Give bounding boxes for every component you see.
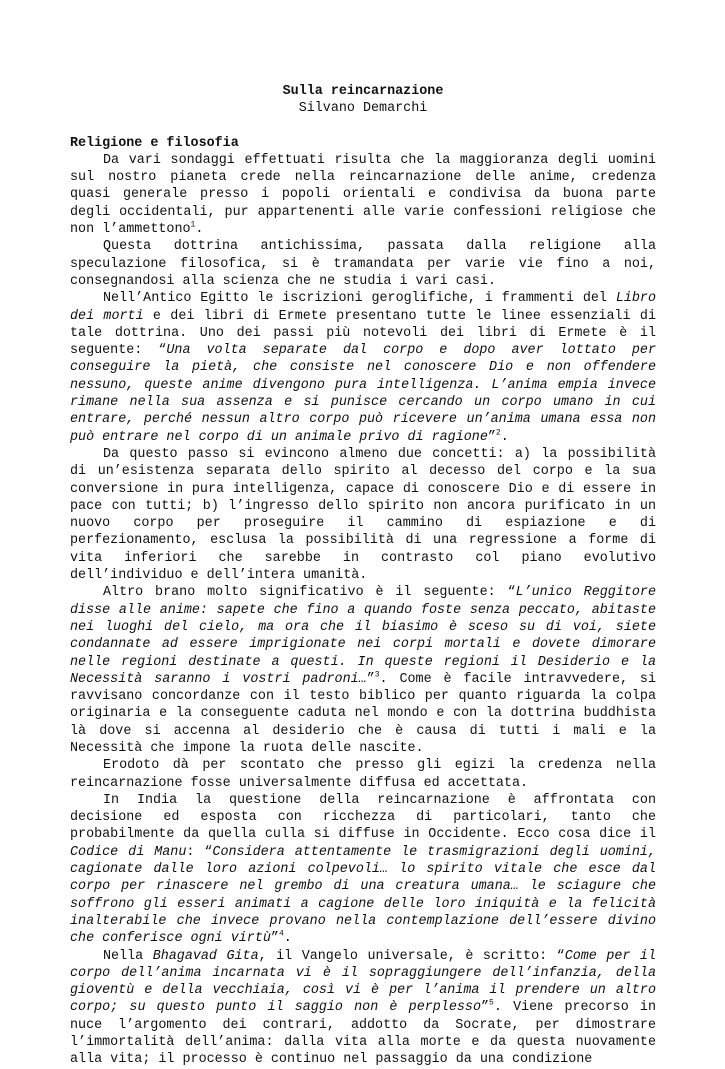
paragraph (70, 238, 656, 290)
text-run: Nell’Antico Egitto le iscrizioni geroglifiche, i frammenti del (103, 291, 616, 307)
text-run: ” (270, 931, 279, 947)
text-run: ” (366, 671, 375, 687)
text-run: . (500, 429, 509, 445)
paragraph (70, 757, 656, 792)
text-run: : “ (186, 844, 213, 860)
footnote-marker: 1 (190, 220, 196, 230)
footnote-marker: 5 (489, 998, 494, 1008)
italic-text: Una volta separate dal corpo e dopo aver lottato per conseguire la pietà, che consiste nel conoscere Dio e non offendere nessuno, queste anime divengono pura intelligenza. L’anima empia invece rimane nella sua assenza e si punisce cercando un corpo umano in cui entrare, perché nessun altro corpo può ricevere un’anima umana essa non può entrare nel corpo di un animale privo di ragione (70, 343, 656, 445)
footnote-marker: 4 (278, 929, 284, 939)
text-run: ” (487, 429, 496, 445)
text-run: Erodoto dà per scontato che presso gli egizi la credenza nella reincarnazione fosse universalmente diffusa ed accettata. (70, 758, 656, 791)
text-run: Da vari sondaggi effettuati risulta che la maggioranza degli uomini sul nostro pianeta crede nella reincarnazione delle anime, credenza quasi generale presso i popoli orientali e condivisa da buona parte degli occidentali, pur appartenenti alle varie confessioni religiose che non l’ammettono (70, 152, 656, 238)
text-run: e dei libri di Ermete presentano tutte le linee essenziali di tale dottrina. Uno dei passi più notevoli dei libri di Ermete è il seguente: “ (70, 308, 656, 359)
italic-text: Libro dei morti (70, 291, 656, 324)
document-page (70, 83, 656, 1069)
footnote-marker: 3 (374, 670, 380, 680)
section-heading: Religione e filosofia (70, 135, 239, 151)
paragraph (70, 948, 656, 1069)
paragraph (70, 792, 656, 948)
text-run: . Viene precorso in nuce l’argomento dei contrari, addotto da Socrate, per dimostrare l’immortalità dell’anima: dalla vita alla morte e da questa nuovamente alla vita; il processo è continuo nel passaggio da una condizione (70, 1000, 656, 1068)
text-run: Altro brano molto significativo è il seguente: “ (103, 585, 516, 601)
footnote-marker: 2 (495, 428, 501, 438)
text-run: ” (480, 1000, 490, 1016)
paragraph (70, 446, 656, 584)
italic-text: Considera attentamente le trasmigrazioni degli uomini, cagionate dalle loro azioni colpevoli… lo spirito vitale che esce dal corpo per rinascere nel grembo di una creatura umana… le sciagure che soffrono gli esseri animati a cagione delle loro iniquità e la felicità inalterabile che invece provano nella contemplazione dell’essere divino che conferisce ogni virtù (70, 844, 657, 947)
italic-text: L’unico Reggitore disse alle anime: sapete che fino a quando foste senza peccato, abitaste nei luoghi del cielo, ma ora che il biasimo è sceso su di voi, siete condannate ad essere imprigionate nei corpi mortali e dovete dimorare nelle regioni destinate a questi. In queste regioni il Desiderio e la Necessità saranno i vostri padroni… (70, 585, 657, 687)
text-run: Nella (103, 948, 153, 964)
text-run: . (195, 222, 204, 238)
paragraph (70, 584, 656, 757)
text-run: . Come è facile intravvedere, si ravvisano concordanze con il testo biblico per quanto riguarda la colpa originaria e la conseguente caduta nel mondo e con la dottrina buddhista là dove si accenna al desiderio che è causa di tutti i mali e la Necessità che impone la ruota delle nascite. (70, 671, 656, 756)
text-run: , il Vangelo universale, è scritto: “ (258, 948, 565, 964)
italic-text: Come per il corpo dell’anima incarnata vi è il sopraggiungere dell’infanzia, della gioventù e della vecchiaia, così vi è per l’anima il prendere un altro corpo; su questo punto il saggio non è perplesso (70, 948, 656, 1016)
body-text (70, 152, 656, 1069)
document-author: Silvano Demarchi (298, 101, 428, 117)
italic-text: Codice di Manu (70, 844, 187, 860)
paragraph (70, 152, 656, 238)
paragraph (70, 290, 656, 446)
text-run: Questa dottrina antichissima, passata dalla religione alla speculazione filosofica, si è tramandata per varie vie fino a noi, consegnandosi alla scienza che ne studia i vari casi. (70, 239, 656, 289)
text-run: Da questo passo si evincono almeno due concetti: a) la possibilità di un’esistenza separata dello spirito al decesso del corpo e la sua conversione in pura intelligenza, capace di conoscere Dio e di essere in pace con tutti; b) l’ingresso dello spirito non ancora purificato in un nuovo corpo per proseguire il cammino di espiazione e di perfezionamento, esclusa la possibilità di una regressione a forme di vita inferiori che sarebbe in contrasto col piano evolutivo dell’individuo e dell’intera umanità. (70, 446, 656, 584)
document-title: Sulla reincarnazione (282, 84, 444, 99)
italic-text: Bhagavad Gita (152, 948, 259, 964)
text-run: In India la questione della reincarnazione è affrontata con decisione ed esposta con ricchezza di particolari, tanto che probabilmente da quella culla si diffuse in Occidente. Ecco cosa dice il (70, 792, 656, 843)
text-run: . (283, 931, 292, 947)
